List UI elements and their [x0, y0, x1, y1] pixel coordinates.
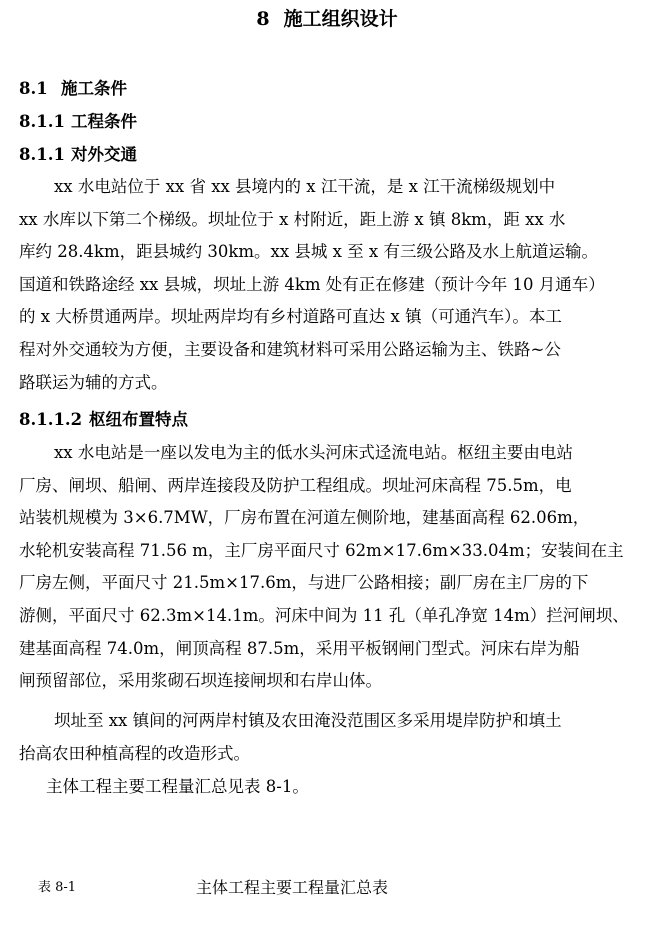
paragraph-line: 建基面高程 74.0m，闸顶高程 87.5m，采用平板钢闸门型式。河床右岸为船	[19, 638, 580, 658]
chapter-title	[0, 6, 654, 32]
paragraph-line: 主体工程主要工程量汇总见表 8-1。	[46, 777, 309, 796]
paragraph-external-traffic	[19, 171, 635, 399]
paragraph-line: 路联运为辅的方式。	[19, 372, 168, 392]
paragraph-line: 国道和铁路途经 xx 县城，坝址上游 4km 处有正在修建（预计今年 10 月通车）	[19, 274, 605, 294]
section-title: 施工条件	[61, 79, 127, 98]
paragraph-line: 库约 28.4km，距县城约 30km。xx 县城 x 至 x 有三级公路及水上航道运输。	[19, 242, 598, 262]
paragraph-line: 闸预留部位，采用浆砌石坝连接闸坝和右岸山体。	[19, 671, 382, 691]
paragraph-line: xx 水电站位于 xx 省 xx 县境内的 x 江干流，是 x 江干流梯级规划中	[54, 177, 556, 196]
section-heading-external-traffic	[19, 143, 137, 167]
paragraph-line: 游侧，平面尺寸 62.3m×14.1m。河床中间为 11 孔（单孔净宽 14m）拦河闸坝、	[19, 605, 629, 625]
section-number: 8.1.1.2	[19, 410, 83, 429]
paragraph-line: 的 x 大桥贯通两岸。坝址两岸均有乡村道路可直达 x 镇（可通汽车）。本工	[19, 307, 562, 327]
table-caption	[0, 876, 654, 900]
chapter-title-text: 施工组织设计	[283, 8, 398, 30]
section-number: 8.1.1	[19, 145, 65, 164]
table-number: 表 8-1	[38, 880, 77, 895]
section-heading-8-1-1-2	[19, 408, 188, 432]
paragraph-line: xx 水电站是一座以发电为主的低水头河床式迳流电站。枢纽主要由电站	[54, 443, 573, 462]
paragraph-line: 厂房左侧，平面尺寸 21.5m×17.6m，与进厂公路相接；副厂房在主厂房的下	[19, 573, 589, 593]
section-number: 8.1	[19, 79, 48, 98]
chapter-number: 8	[256, 8, 270, 30]
paragraph-line: 厂房、闸坝、船闸、两岸连接段及防护工程组成。坝址河床高程 75.5m，电	[19, 475, 572, 495]
paragraph-line: 程对外交通较为方便，主要设备和建筑材料可采用公路运输为主、铁路~公	[19, 339, 561, 359]
section-heading-8-1	[19, 77, 127, 101]
section-title: 工程条件	[71, 112, 137, 131]
table-title: 主体工程主要工程量汇总表	[196, 878, 389, 897]
paragraph-line: 水轮机安装高程 71.56 m，主厂房平面尺寸 62m×17.6m×33.04m；安装间在主	[19, 540, 624, 560]
paragraph-line: 坝址至 xx 镇间的河两岸村镇及农田淹没范围区多采用堤岸防护和填土	[54, 711, 562, 730]
paragraph-line: xx 水库以下第二个梯级。坝址位于 x 村附近，距上游 x 镇 8km，距 xx 水	[19, 209, 566, 229]
paragraph-hub-layout	[19, 437, 635, 698]
section-heading-8-1-1	[19, 110, 137, 134]
paragraph-quantity-summary	[19, 771, 635, 804]
paragraph-line: 站装机规模为 3×6.7MW，厂房布置在河道左侧阶地，建基面高程 62.06m，	[19, 508, 590, 528]
section-number: 8.1.1	[19, 112, 65, 131]
section-title: 枢纽布置特点	[89, 410, 188, 429]
paragraph-protection	[19, 705, 635, 770]
paragraph-line: 抬高农田种植高程的改造形式。	[19, 743, 250, 763]
section-title: 对外交通	[71, 145, 137, 164]
